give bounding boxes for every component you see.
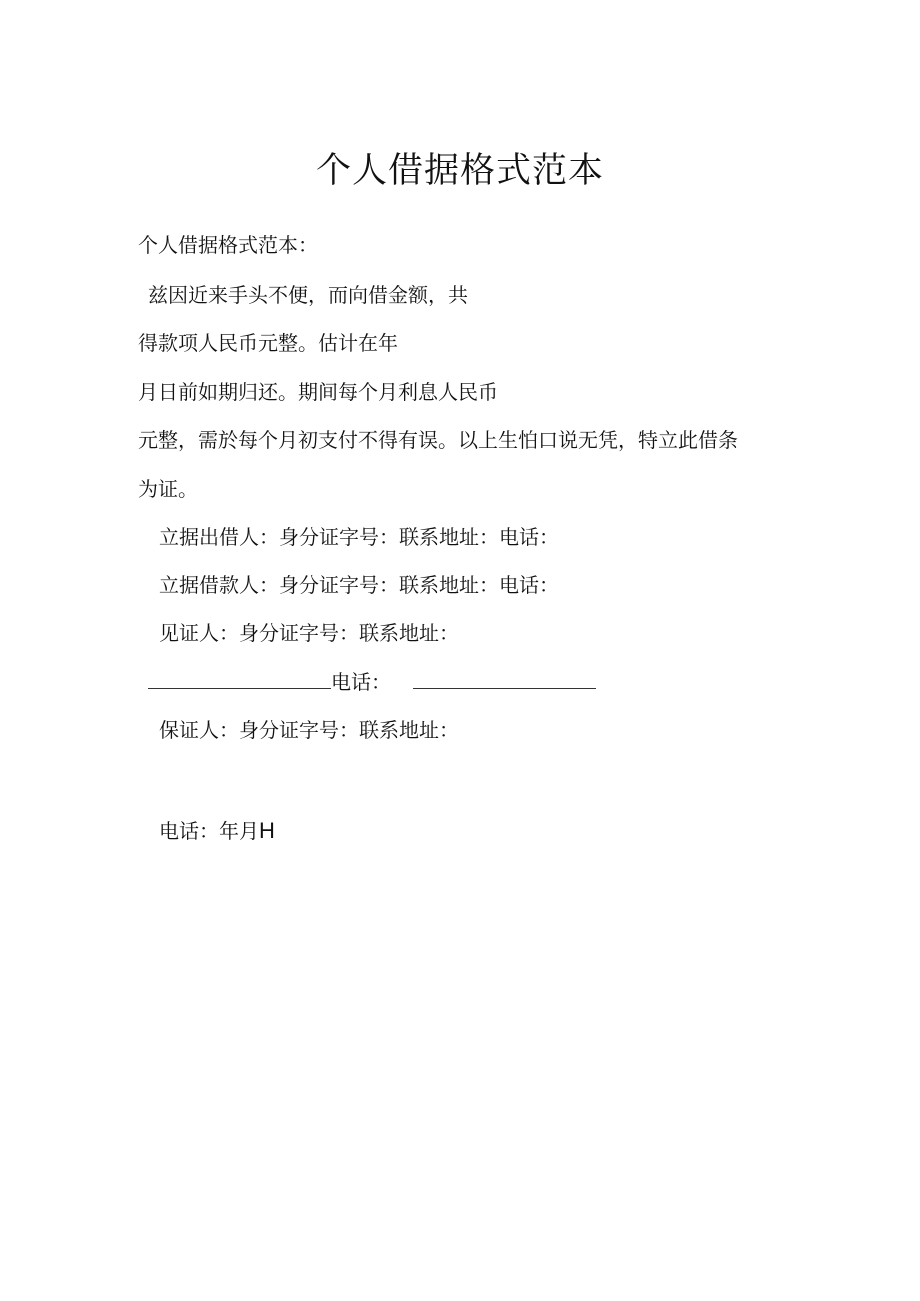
date-line bbox=[159, 816, 275, 846]
document-heading: 个人借据格式范本： bbox=[138, 233, 318, 257]
witness-line: 见证人：身分证字号：联系地址： bbox=[159, 621, 459, 645]
witness-phone-line bbox=[148, 667, 596, 697]
witness-signature-blank bbox=[148, 668, 331, 689]
body-line-5: 为证。 bbox=[138, 477, 198, 501]
body-line-2: 得款项人民币元整。估计在年 bbox=[138, 331, 398, 355]
body-line-1: 兹因近来手头不便，而向借金额，共 bbox=[148, 283, 468, 307]
borrower-line: 立据借款人：身分证字号：联系地址：电话： bbox=[159, 573, 559, 597]
body-line-4: 元整，需於每个月初支付不得有误。以上生怕口说无凭，特立此借条 bbox=[138, 428, 738, 452]
lender-line: 立据出借人：身分证字号：联系地址：电话： bbox=[159, 525, 559, 549]
body-line-3: 月日前如期归还。期间每个月利息人民币 bbox=[138, 380, 498, 404]
date-line-text: 电话：年月 bbox=[159, 819, 259, 843]
witness-phone-blank bbox=[413, 668, 596, 689]
witness-phone-label: 电话： bbox=[331, 670, 391, 694]
page-title: 个人借据格式范本 bbox=[315, 151, 604, 191]
guarantor-line: 保证人：身分证字号：联系地址： bbox=[159, 718, 459, 742]
date-line-day-char: H bbox=[259, 818, 275, 843]
